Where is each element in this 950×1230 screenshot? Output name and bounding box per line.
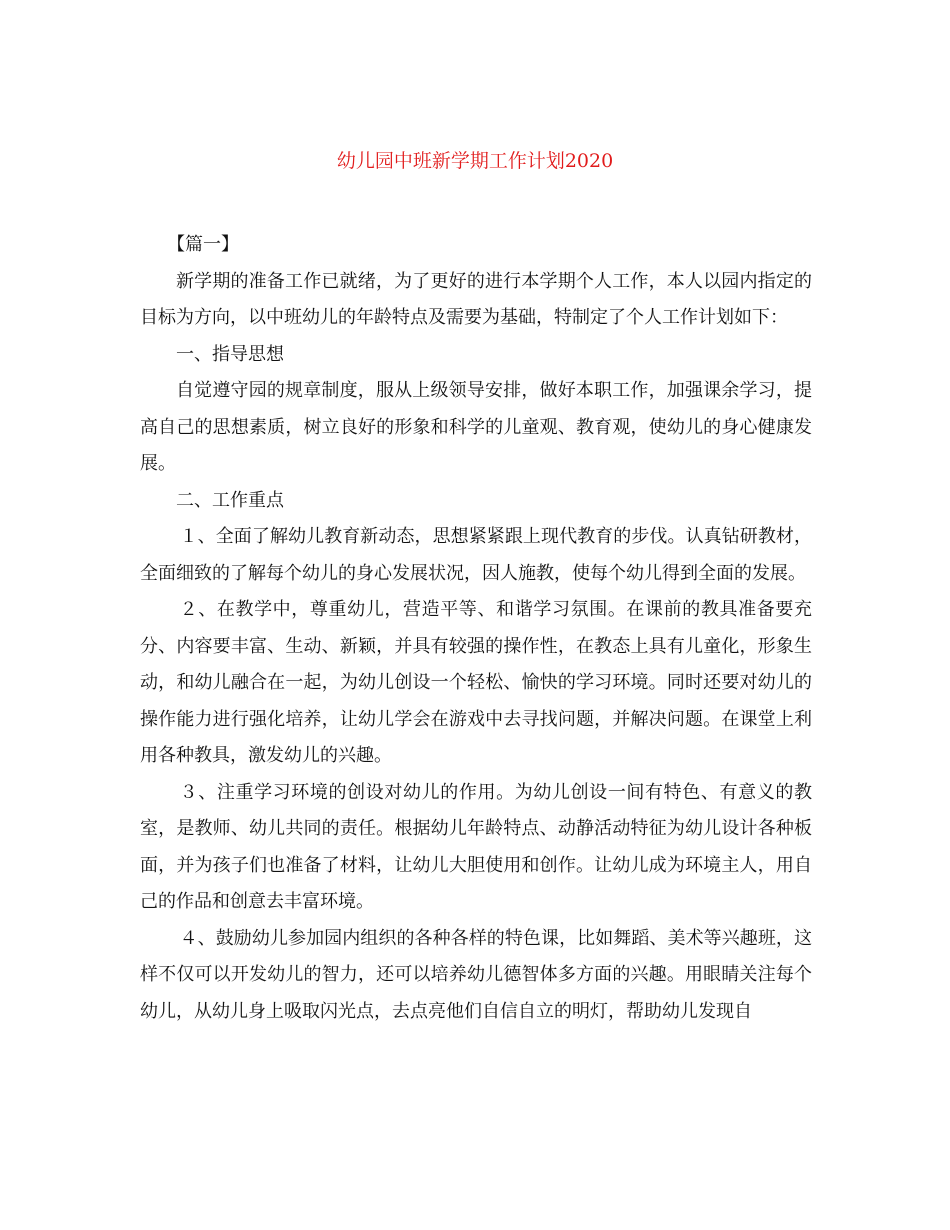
work-item-4: ４、鼓励幼儿参加园内组织的各种各样的特色课，比如舞蹈、美术等兴趣班，这样不仅可以开发幼儿的智力，还可以培养幼儿德智体多方面的兴趣。用眼睛关注每个幼儿，从幼儿身上吸取闪光点，去点亮他们自信自立的明灯，帮助幼儿发现自 (140, 927, 812, 1022)
work-item-2: ２、在教学中，尊重幼儿，营造平等、和谐学习氛围。在课前的教具准备要充分、内容要丰富、生动、新颖，并具有较强的操作性，在教态上具有儿童化，形象生动，和幼儿融合在一起，为幼儿创设一个轻松、愉快的学习环境。同时还要对幼儿的操作能力进行强化培养，让幼儿学会在游戏中去寻找问题，并解决问题。在课堂上利用各种教具，激发幼儿的兴趣。 (140, 599, 812, 766)
heading-work-focus: 二、工作重点 (176, 489, 284, 511)
intro-paragraph: 新学期的准备工作已就绪，为了更好的进行本学期个人工作，本人以园内指定的目标为方向，以中班幼儿的年龄特点及需要为基础，特制定了个人工作计划如下： (140, 270, 812, 328)
heading-guiding-thought: 一、指导思想 (176, 343, 284, 365)
section-label: 【篇一】 (167, 234, 239, 255)
document-body (140, 227, 812, 1030)
document-title: 幼儿园中班新学期工作计划2020 (336, 150, 614, 172)
guiding-thought-paragraph: 自觉遵守园的规章制度，服从上级领导安排，做好本职工作，加强课余学习，提高自己的思想素质，树立良好的形象和科学的儿童观、教育观，使幼儿的身心健康发展。 (140, 380, 812, 474)
work-item-3: ３、注重学习环境的创设对幼儿的作用。为幼儿创设一间有特色、有意义的教室，是教师、幼儿共同的责任。根据幼儿年龄特点、动静活动特征为幼儿设计各种板面，并为孩子们也准备了材料，让幼儿大胆使用和创作。让幼儿成为环境主人，用自己的作品和创意去丰富环境。 (140, 781, 812, 912)
work-item-1: １、全面了解幼儿教育新动态，思想紧紧跟上现代教育的步伐。认真钻研教材，全面细致的了解每个幼儿的身心发展状况，因人施教，使每个幼儿得到全面的发展。 (140, 526, 812, 584)
